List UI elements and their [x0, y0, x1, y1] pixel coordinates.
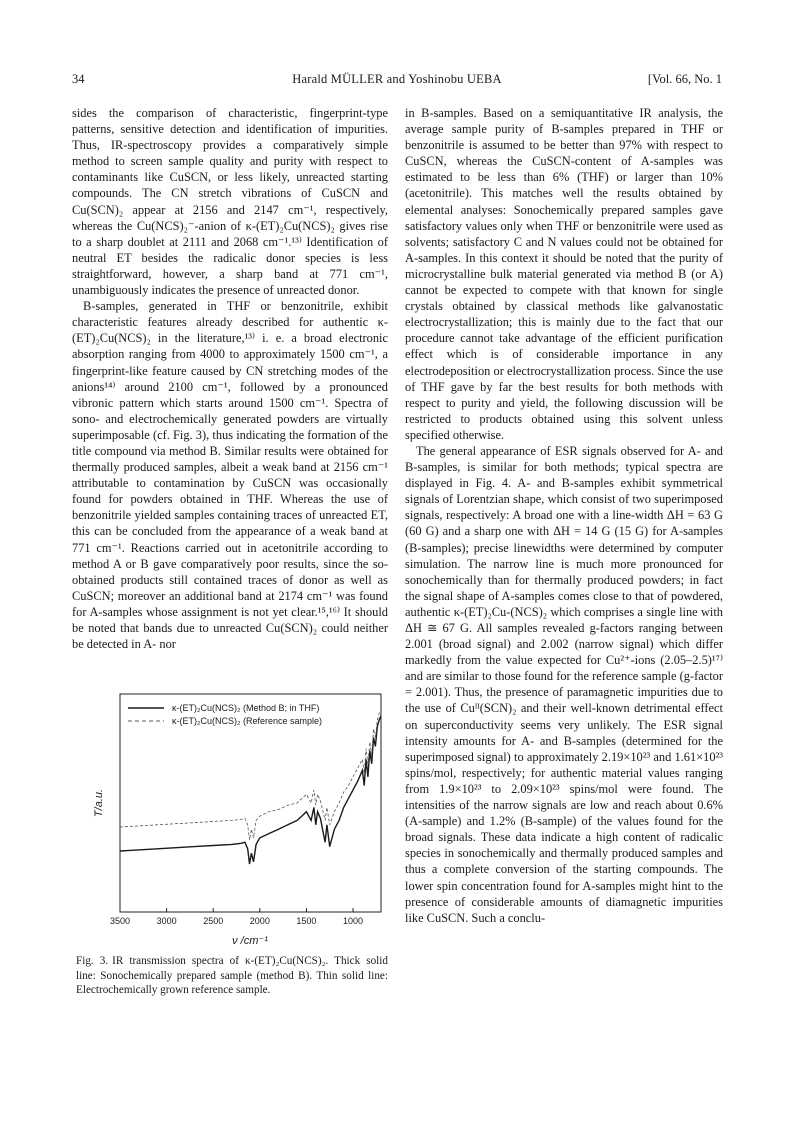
figure-label: Fig. 3.	[76, 955, 109, 967]
figure-caption	[76, 954, 388, 998]
paragraph: B-samples, generated in THF or benzonitrile, exhibit characteristic features already described for authentic κ-(ET)₂Cu(NCS)₂ in the literature,¹³⁾ i. e. a broad electronic absorption ranging from 4000 to approximately 1500 cm⁻¹, a fingerprint-like feature caused by CN stretching modes of the anions¹⁴⁾ around 2100 cm⁻¹, followed by a pronounced vibronic pattern which starts around 1500 cm⁻¹. Spectra of sono- and electrochemically generated powders are virtually superimposable (cf. Fig. 3), thus indicating the formation of the title compound via method B. Similar results were obtained for thermally produced samples, albeit a weak band at 2156 cm⁻¹ attributable to contamination by CuSCN was occasionally found for powders obtained in THF. Whereas the use of benzonitrile yielded samples containing traces of unreacted ET, this can be concluded from the appearance of a weak band at 771 cm⁻¹. Reactions carried out in acetonitrile according to method A or B gave comparatively poor results, since the so-obtained products still contained traces of donor as well as CuSCN; moreover an additional band at 2174 cm⁻¹ was found for A-samples whose assignment is not yet clear.¹⁵,¹⁶⁾ It should be noted that bands due to unreacted Cu(SCN)₂ could neither be detected in A- nor	[72, 299, 388, 652]
spectrum-lines	[120, 709, 381, 864]
plot-frame	[120, 694, 381, 912]
series-line-reference	[120, 709, 381, 840]
ir-spectrum-figure	[80, 686, 385, 950]
x-tick-label: 3500	[109, 916, 131, 926]
x-tick-label: 2500	[203, 916, 224, 926]
x-tick-label: 3000	[156, 916, 177, 926]
caption-text: IR transmission spectra of κ-(ET)₂Cu(NCS)₂. Thick solid line: Sonochemically prepared sample (method B). Thin solid line: Electrochemically grown reference sample.	[76, 955, 388, 997]
page-number: 34	[72, 72, 85, 86]
running-authors: Harald MÜLLER and Yoshinobu UEBA	[292, 72, 502, 86]
series-line-method-b	[120, 716, 381, 864]
left-column	[72, 105, 388, 652]
x-axis-ticks	[110, 908, 363, 926]
right-column	[405, 105, 723, 926]
page-header	[72, 72, 722, 88]
paragraph: The general appearance of ESR signals observed for A- and B-samples, is similar for both methods; typical spectra are displayed in Fig. 4. A- and B-samples exhibit symmetrical signals of Lorentzian shape, which consist of two superimposed signals, respectively: A broad one with a line-width ΔH = 63 G (60 G) and a sharp one with ΔH = 14 G (15 G) for A-samples (B-samples); precise linewidths were determined by computer simulation. The narrow line is much more pronounced for sonochemically than for thermally produced powders; in fact the signal shape of A-samples comes close to that of powdered, authentic κ-(ET)₂Cu-(NCS)₂ which comprises a single line with ΔH ≅ 67 G. All samples revealed g-factors ranging between 2.001 (broad signal) and 2.002 (narrow signal) which differ markedly from the value expected for Cu²⁺-ions (2.05–2.5)¹⁷⁾ and are similar to those found for the reference sample (g-factor = 2.001). Thus, the presence of paramagnetic impurities due to the use of Cuᴵᴵ(SCN)₂ and their well-known detrimental effect on superconductivity seems very unlikely. The ESR signal intensity amounts for A- and B-samples (determined for the superimposed signal) to approximately 2.19×10²³ and 1.61×10²³ spins/mol, respectively; for authentic material values ranging from 1.9×10²³ to 2.09×10²³ spins/mol were found. The intensities of the narrow signals are low and reach about 0.6% (A-sample) and 1.2% (B-sample) of the values found for the broad signals. These data indicate a high content of radicalic species in sonochemically and thermally produced samples and thus a complete conversion of the starting compounds. The lower spin concentration found for A-samples might hint to the presence of considerable amounts of diamagnetic impurities like CuSCN. Such a conclu-	[405, 443, 723, 925]
paragraph: sides the comparison of characteristic, fingerprint-type patterns, sensitive detection and identification of impurities. Thus, IR-spectroscopy provides a comparatively simple method to screen sample quality and purity with respect to contaminants like CuSCN, or less likely, unreacted starting compounds. The CN stretch vibrations of CuSCN and Cu(SCN)₂ appear at 2156 and 2147 cm⁻¹, respectively, whereas the Cu(NCS)₂⁻-anion of κ-(ET)₂Cu(NCS)₂ gives rise to a sharp doublet at 2111 and 2068 cm⁻¹.¹³⁾ Identification of neutral ET besides the radicalic donor species is less straightforward, however, a sharp band at 771 cm⁻¹, unambiguously indicates the presence of unreacted donor.	[72, 106, 388, 298]
x-axis-label: ν /cm⁻¹	[232, 935, 268, 947]
legend-label-method-b: κ-(ET)₂Cu(NCS)₂ (Method B; in THF)	[172, 703, 320, 713]
chart-legend	[128, 703, 322, 726]
x-tick-label: 2000	[249, 916, 270, 926]
x-tick-label: 1000	[343, 916, 364, 926]
y-axis-label: T/a.u.	[93, 788, 105, 818]
x-tick-label: 1500	[296, 916, 317, 926]
legend-label-reference: κ-(ET)₂Cu(NCS)₂ (Reference sample)	[172, 716, 323, 726]
paragraph: in B-samples. Based on a semiquantitative IR analysis, the average sample purity of B-samples prepared in THF or benzonitrile is assumed to be better than 97% with respect to CuSCN, whereas the CuSCN-content of A-samples was estimated to be less than 6% (THF) or larger than 10% (acetonitrile). This matches well the results obtained by elemental analyses: Sonochemically prepared samples gave satisfactory values only when THF or benzonitrile were used as solvents; satisfactory C and N values could not be obtained for A-samples. In this context it should be noted that the purity of microcrystalline bulk material generated via method B (or A) cannot be expected to compete with that known for single crystals obtained by classical methods like galvanostatic electrocrystallization; this is mainly due to the fact that our procedure cannot take advantage of the efficient purification effect which is of considerable importance in any electrodeposition or electrocrystallization process. Since the use of THF gave by far the best results for both methods with respect to purity and yield, the following discussion will be restricted to products obtained using this solvent unless specified otherwise.	[405, 106, 723, 442]
volume-info: [Vol. 66, No. 1	[647, 72, 722, 86]
ir-spectrum-chart	[80, 686, 385, 950]
